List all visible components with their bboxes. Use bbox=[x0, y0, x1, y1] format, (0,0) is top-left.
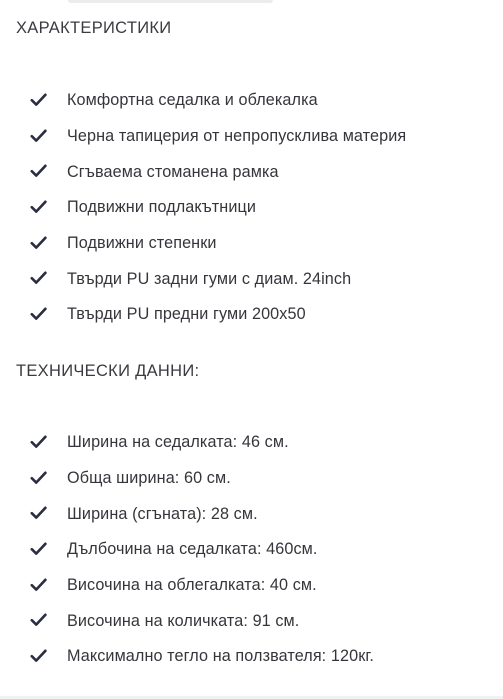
checkmark-icon bbox=[30, 307, 47, 321]
list-item-text: Максимално тегло на ползвателя: 120кг. bbox=[67, 647, 374, 666]
list-item bbox=[0, 154, 503, 190]
checkmark-icon bbox=[30, 271, 47, 285]
checkmark-icon bbox=[30, 93, 47, 107]
checkmark-icon bbox=[30, 200, 47, 214]
section-title-technical-data: ТЕХНИЧЕСКИ ДАННИ: bbox=[16, 362, 200, 380]
list-item-text: Сгъваема стоманена рамка bbox=[67, 162, 279, 181]
list-item-text: Височина на облегалката: 40 см. bbox=[67, 576, 317, 595]
list-item bbox=[0, 119, 503, 155]
checkmark-icon bbox=[30, 471, 47, 485]
list-item-text: Черна тапицерия от непропусклива материя bbox=[67, 127, 407, 146]
list-item bbox=[0, 297, 503, 333]
list-item-text: Твърди PU предни гуми 200x50 bbox=[67, 305, 306, 324]
list-item bbox=[0, 639, 503, 675]
list-item bbox=[0, 568, 503, 604]
list-item bbox=[0, 261, 503, 297]
list-item bbox=[0, 83, 503, 119]
list-item bbox=[0, 425, 503, 461]
checkmark-icon bbox=[30, 649, 47, 663]
list-item bbox=[0, 461, 503, 497]
checkmark-icon bbox=[30, 506, 47, 520]
list-item-text: Комфортна седалка и облекалка bbox=[67, 91, 318, 110]
list-item bbox=[0, 496, 503, 532]
list-item-text: Ширина на седалката: 46 см. bbox=[67, 433, 289, 452]
checkmark-icon bbox=[30, 613, 47, 627]
list-item-text: Дълбочина на седалката: 460см. bbox=[67, 540, 318, 559]
list-item bbox=[0, 226, 503, 262]
list-item bbox=[0, 603, 503, 639]
list-item-text: Обща ширина: 60 см. bbox=[67, 469, 231, 488]
checkmark-icon bbox=[30, 578, 47, 592]
checkmark-icon bbox=[30, 236, 47, 250]
checkmark-icon bbox=[30, 164, 47, 178]
list-item-text: Подвижни подлакътници bbox=[67, 198, 256, 217]
checkmark-icon bbox=[30, 435, 47, 449]
list-item bbox=[0, 190, 503, 226]
list-item-text: Твърди PU задни гуми с диам. 24inch bbox=[67, 269, 352, 288]
characteristics-list bbox=[0, 83, 503, 333]
top-divider bbox=[68, 0, 273, 3]
checkmark-icon bbox=[30, 542, 47, 556]
list-item-text: Височина на количката: 91 см. bbox=[67, 611, 300, 630]
technical-data-list bbox=[0, 425, 503, 675]
list-item-text: Подвижни степенки bbox=[67, 234, 217, 253]
list-item bbox=[0, 532, 503, 568]
section-title-characteristics: ХАРАКТЕРИСТИКИ bbox=[16, 19, 172, 37]
list-item-text: Ширина (сгъната): 28 см. bbox=[67, 504, 258, 523]
checkmark-icon bbox=[30, 129, 47, 143]
